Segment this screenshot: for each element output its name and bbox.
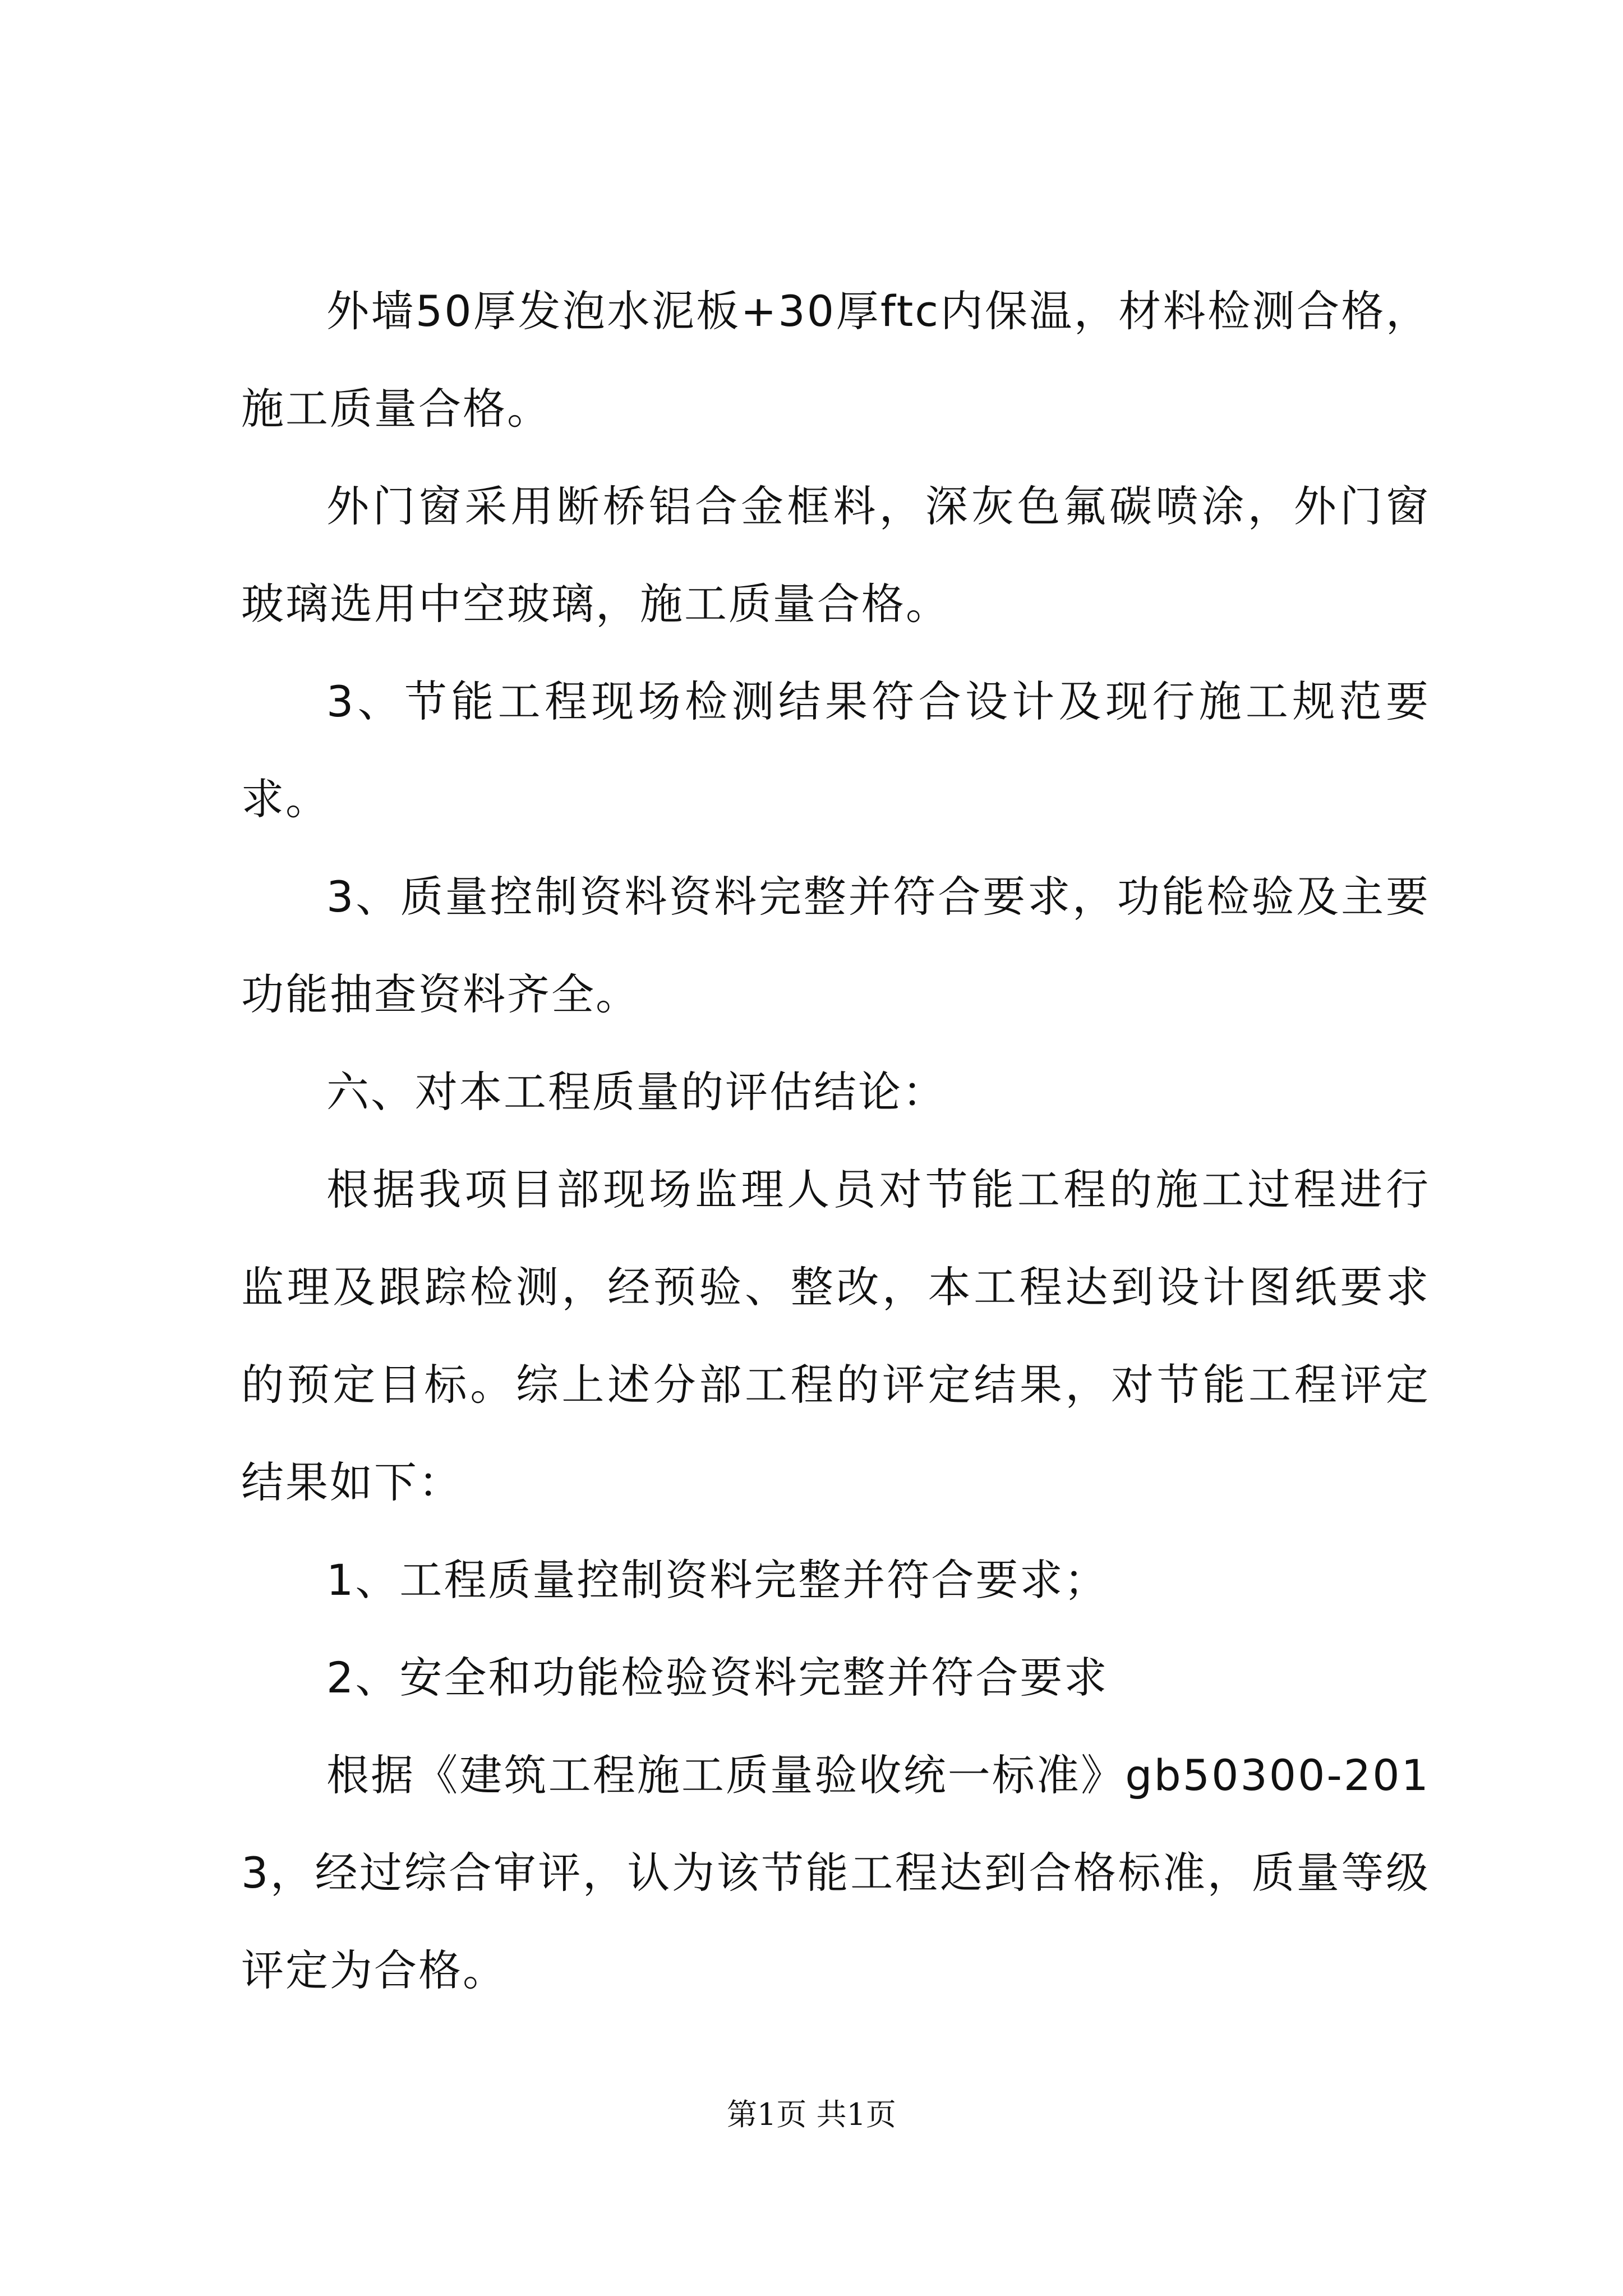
- paragraph-quality-records: 3、质量控制资料资料完整并符合要求，功能检验及主要功能抽查资料齐全。: [241, 872, 1430, 1019]
- list-item-quality-control: 1、工程质量控制资料完整并符合要求；: [326, 1555, 1109, 1605]
- paragraph-final-evaluation: 根据《建筑工程施工质量验收统一标准》gb50300-2013，经过综合审评，认为该节能工程达到合格标准，质量等级评定为合格。: [241, 1750, 1430, 1995]
- paragraph-supervision-summary: 根据我项目部现场监理人员对节能工程的施工过程进行监理及跟踪检测，经预验、整改，本工程达到设计图纸要求的预定目标。综上述分部工程的评定结果，对节能工程评定结果如下：: [241, 1165, 1430, 1507]
- page-footer: 第1页 共1页: [727, 2097, 896, 2132]
- paragraph-site-test: 3、节能工程现场检测结果符合设计及现行施工规范要求。: [241, 677, 1430, 824]
- document-body: [241, 263, 1430, 2019]
- list-item-safety-function: 2、安全和功能检验资料完整并符合要求: [326, 1653, 1109, 1703]
- paragraph-exterior-wall: 外墙50厚发泡水泥板+30厚ftc内保温，材料检测合格，施工质量合格。: [241, 286, 1430, 434]
- section-heading-conclusion: 六、对本工程质量的评估结论：: [326, 1067, 947, 1117]
- paragraph-windows-doors: 外门窗采用断桥铝合金框料，深灰色氟碳喷涂，外门窗玻璃选用中空玻璃，施工质量合格。: [241, 481, 1430, 629]
